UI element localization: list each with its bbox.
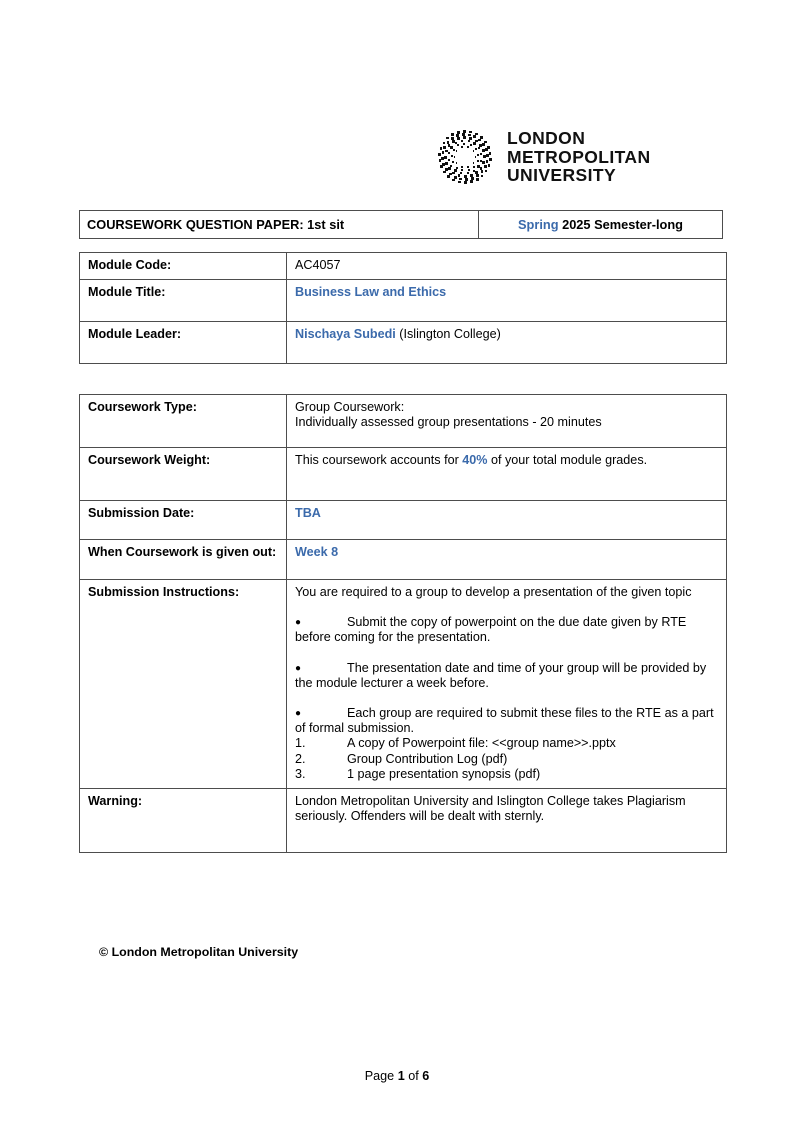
coursework-type-value xyxy=(287,395,727,448)
table-row xyxy=(80,280,727,322)
instruction-numbered-3 xyxy=(295,767,718,782)
instruction-numbered-1-text: A copy of Powerpoint file: <<group name>>.pptx xyxy=(347,736,616,751)
term-season: Spring xyxy=(517,216,559,232)
table-row xyxy=(80,211,723,239)
table-row xyxy=(80,580,727,789)
given-out-value-cell xyxy=(287,540,727,580)
footer-of-word: of xyxy=(408,1069,419,1083)
instruction-bullet-1-text: Submit the copy of powerpoint on the due date given by RTE before coming for the presentation. xyxy=(295,615,687,645)
table-row xyxy=(80,322,727,364)
submission-date-value-cell xyxy=(287,501,727,540)
submission-instructions-value xyxy=(287,580,727,789)
bullet-icon: ● xyxy=(295,662,302,674)
logo-word-metropolitan: METROPOLITAN xyxy=(507,146,651,167)
logo-word-london: LONDON xyxy=(507,128,586,149)
warning-text: London Metropolitan University and Islington College takes Plagiarism seriously. Offenders will be dealt with sternly. xyxy=(287,789,727,853)
list-number: 1. xyxy=(295,736,306,751)
module-leader-label: Module Leader: xyxy=(80,322,287,364)
coursework-weight-value xyxy=(287,448,727,501)
instruction-numbered-2-text: Group Contribution Log (pdf) xyxy=(347,751,508,766)
given-out-label: When Coursework is given out: xyxy=(80,540,287,580)
instruction-bullet-3 xyxy=(295,706,718,736)
coursework-weight-label: Coursework Weight: xyxy=(80,448,287,501)
logo-dot-ring-icon xyxy=(437,129,493,185)
weight-percentage: 40% xyxy=(462,453,488,467)
coursework-paper-title: COURSEWORK QUESTION PAPER: 1st sit xyxy=(80,211,479,239)
term-cell xyxy=(479,211,723,239)
module-title-value: Business Law and Ethics xyxy=(295,285,447,300)
coursework-header-table xyxy=(79,210,723,239)
bullet-icon: ● xyxy=(295,708,302,720)
module-leader-value-cell xyxy=(287,322,727,364)
submission-instructions-label: Submission Instructions: xyxy=(80,580,287,789)
instruction-bullet-3-text: Each group are required to submit these files to the RTE as a part of formal submission. xyxy=(295,706,714,736)
module-code-label: Module Code: xyxy=(80,253,287,280)
bullet-icon: ● xyxy=(295,617,302,629)
page-footer xyxy=(0,1069,794,1083)
coursework-type-line-2: Individually assessed group presentations - 20 minutes xyxy=(295,415,602,430)
module-info-table xyxy=(79,252,727,364)
instruction-bullet-2-text: The presentation date and time of your group will be provided by the module lecturer a week before. xyxy=(295,660,707,690)
logo-wordmark xyxy=(507,129,651,185)
university-logo xyxy=(437,126,651,188)
weight-text-suffix: of your total module grades. xyxy=(487,453,648,467)
module-title-value-cell xyxy=(287,280,727,322)
instructions-spacer-1 xyxy=(295,600,718,615)
table-row xyxy=(80,789,727,853)
module-title-label: Module Title: xyxy=(80,280,287,322)
footer-page-number: 1 xyxy=(397,1069,405,1083)
instruction-numbered-2 xyxy=(295,752,718,767)
instructions-spacer-2 xyxy=(295,646,718,661)
table-row xyxy=(80,395,727,448)
table-row xyxy=(80,253,727,280)
term-year-duration: 2025 Semester-long xyxy=(558,216,683,232)
footer-page-word: Page xyxy=(364,1069,395,1083)
table-row xyxy=(80,540,727,580)
module-leader-name: Nischaya Subedi xyxy=(295,327,396,342)
submission-date-value: TBA xyxy=(295,506,321,520)
weight-text-prefix: This coursework accounts for xyxy=(295,453,463,467)
list-number: 2. xyxy=(295,751,306,766)
submission-date-label: Submission Date: xyxy=(80,501,287,540)
table-row xyxy=(80,501,727,540)
list-number: 3. xyxy=(295,766,306,781)
instruction-bullet-2 xyxy=(295,661,718,691)
coursework-type-line-1: Group Coursework: xyxy=(295,400,405,414)
footer-total-pages: 6 xyxy=(422,1069,430,1083)
logo-word-university: UNIVERSITY xyxy=(507,165,617,186)
given-out-value: Week 8 xyxy=(295,545,339,559)
module-leader-college: (Islington College) xyxy=(395,327,501,342)
instruction-numbered-3-text: 1 page presentation synopsis (pdf) xyxy=(347,766,541,781)
copyright-notice: © London Metropolitan University xyxy=(99,945,299,959)
warning-label: Warning: xyxy=(80,789,287,853)
table-row xyxy=(80,448,727,501)
module-code-value: AC4057 xyxy=(287,253,727,280)
instruction-numbered-1 xyxy=(295,736,718,751)
coursework-type-label: Coursework Type: xyxy=(80,395,287,448)
instruction-bullet-1 xyxy=(295,615,718,645)
coursework-details-table xyxy=(79,394,727,853)
instructions-spacer-3 xyxy=(295,691,718,706)
instructions-intro: You are required to a group to develop a presentation of the given topic xyxy=(295,585,692,599)
